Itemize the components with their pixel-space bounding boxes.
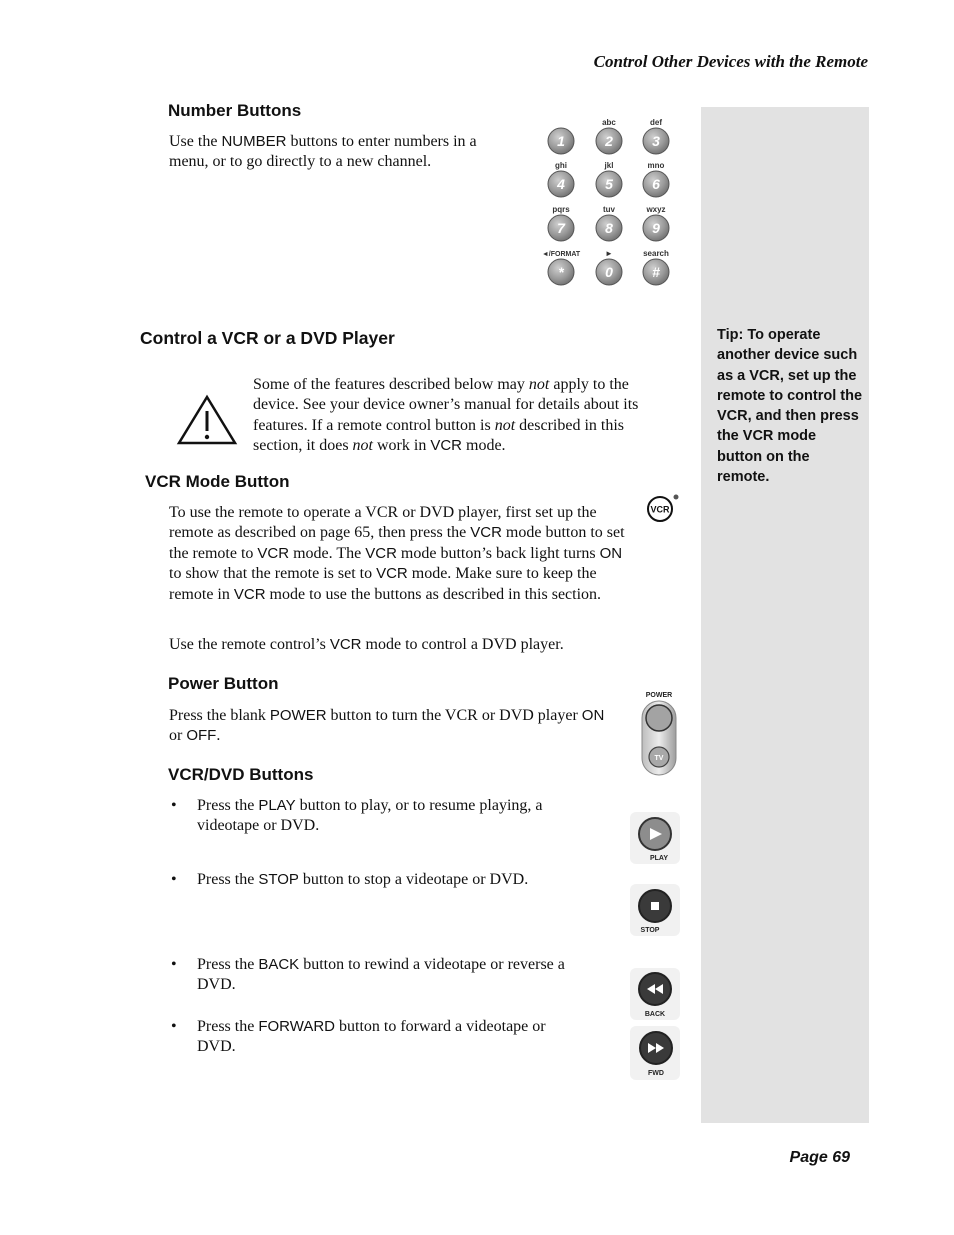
stop-button-image [630,884,680,936]
bullet-forward: • Press the FORWARD button to forward a videotape or DVD. [171,1018,546,1055]
keypad-key-digit: 6 [652,176,660,192]
keypad-key-digit: 7 [557,220,565,236]
keypad-key-letters: ghi [555,161,567,170]
vcr-dvd-text: Use the remote control’s VCR mode to control a DVD player. [169,636,564,653]
vcr-mode-text: To use the remote to operate a VCR or DVD player, first set up the remote as described on page 65, then press the VCR mode button to set the remote to VCR mode. The VCR mode button’s back light turns ON to show that the remote is set to VCR mode. Make sure to keep the remote in VCR mode to use the buttons as described in this section. [169,504,625,603]
keypad-key-digit: 1 [557,133,565,149]
tv-icon-label: TV [654,755,664,762]
fwd-button-image [630,1026,680,1080]
number-buttons-text: Use the NUMBER buttons to enter numbers in a menu, or to go directly to a new channel. [169,133,477,171]
keypad-key-letters: ◄/FORMAT [541,251,581,258]
keypad-key-letters: wxyz [646,205,666,214]
back-icon-label: BACK [644,1011,666,1018]
stop-icon-label: STOP [640,927,660,934]
play-button-image [630,812,680,864]
bullet-back: • Press the BACK button to rewind a videotape or reverse a DVD. [171,956,565,993]
bullet-play: • Press the PLAY button to play, or to resume playing, a videotape or DVD. [171,797,543,834]
power-icon-label: POWER [645,692,673,699]
keypad-key-digit: 4 [557,176,565,192]
keypad-key-letters: search [643,249,669,258]
keypad-key-letters: jkl [604,161,614,170]
warning-icon [176,394,238,446]
keypad-key-digit: 0 [605,264,613,280]
power-text: Press the blank POWER button to turn the VCR or DVD player ON or OFF. [169,707,605,745]
vcr-mode-heading: VCR Mode Button [145,472,290,491]
keypad-key-letters: def [650,118,662,127]
keypad-key-letters: ► [605,249,613,258]
power-button-image [636,688,682,778]
vcr-icon-label: VCR [650,504,670,515]
keypad-key-digit: 2 [605,133,613,149]
number-buttons-heading: Number Buttons [168,101,302,120]
stop-icon [651,902,659,910]
power-heading: Power Button [168,674,279,693]
back-button-image [630,968,680,1020]
play-icon-label: PLAY [649,855,669,862]
vcr-mode-button-icon [645,492,681,524]
vcr-section-heading: Control a VCR or a DVD Player [140,328,395,348]
keypad-key-letters: mno [647,161,665,170]
vcrdvd-heading: VCR/DVD Buttons [168,765,314,784]
keypad-key-letters: tuv [603,205,615,214]
running-head: Control Other Devices with the Remote [593,52,868,71]
keypad-key-digit: 3 [652,133,660,149]
sidebar-tip: Tip: To operate another device such as a VCR, set up the remote to control the VCR, and then press the VCR mode button on the remote. [717,327,863,486]
number-keypad-image [532,110,680,290]
keypad-key-letters: abc [602,118,616,127]
bullet-stop: • Press the STOP button to stop a videotape or DVD. [171,871,529,888]
keypad-key-digit: * [558,264,564,280]
warning-text: Some of the features described below may not apply to the device. See your device owner’s manual for details about its features. If a remote control button is not described in this section, it does not work in VCR mode. [253,376,639,455]
keypad-key-letters: pqrs [552,205,570,214]
keypad-key-digit: 8 [605,220,613,236]
keypad-key-digit: 9 [652,220,660,236]
keypad-key-digit: 5 [605,176,613,192]
fwd-icon-label: FWD [648,1070,664,1077]
sidebar-panel [701,107,869,1123]
page-number: Page 69 [789,1149,850,1166]
keypad-key-digit: # [652,264,660,280]
